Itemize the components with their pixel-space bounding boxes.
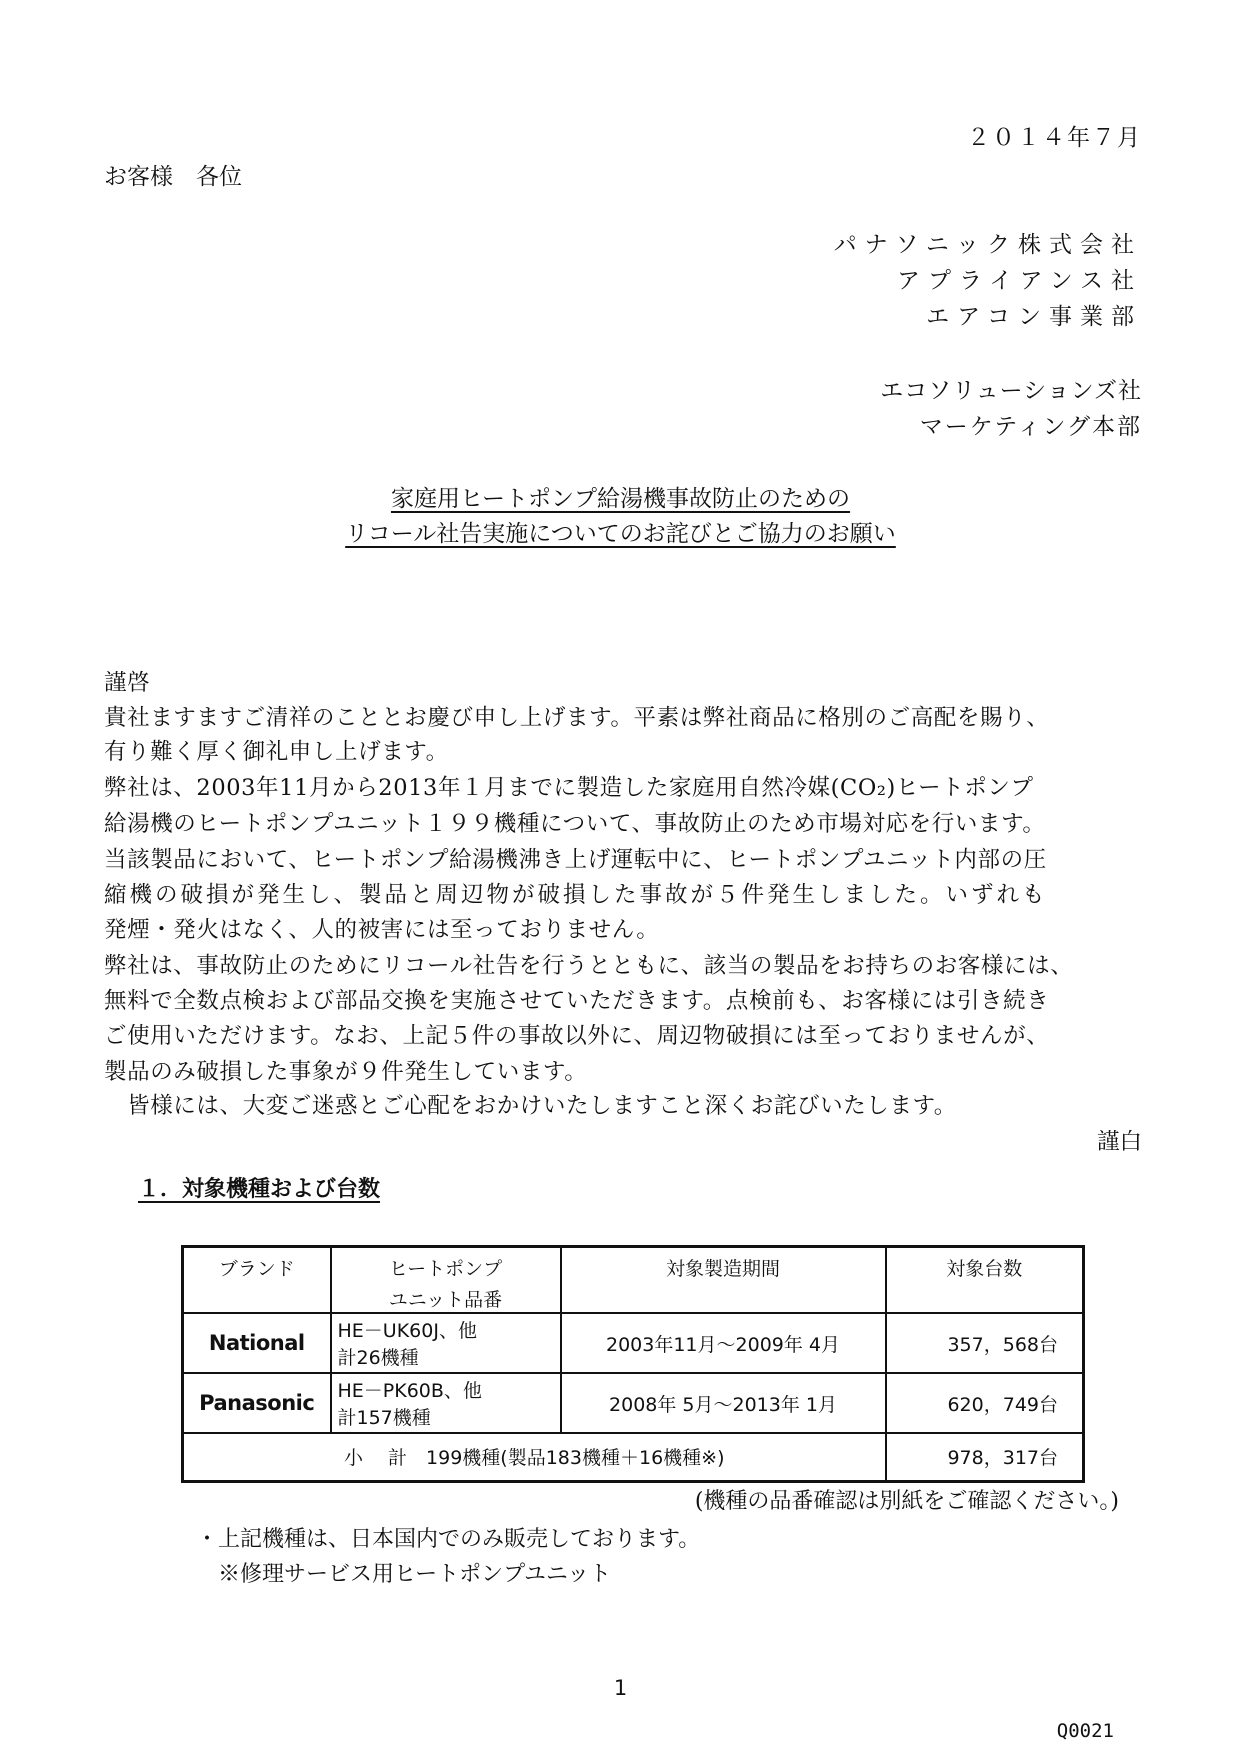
recipient: お客様 各位 (104, 164, 242, 190)
domestic-sales-note: ・上記機種は、日本国内でのみ販売しております。 (196, 1527, 701, 1552)
sender-department-2: マーケティング本部 (919, 414, 1142, 440)
body-line: 弊社は、事故防止のためにリコール社告を行うとともに、該当の製品をお持ちのお客様には、 (104, 953, 1074, 979)
target-models-table (181, 1245, 1085, 1483)
body-line: 貴社ますますご清祥のこととお慶び申し上げます。平素は弊社商品に格別のご高配を賜り、 (104, 705, 1050, 731)
period-cell: 2003年11月～2009年 4月 (561, 1313, 886, 1373)
model-cell: HE－PK60B、他 計157機種 (331, 1373, 561, 1433)
brand-national-logo: National (183, 1313, 331, 1373)
subtotal-row (183, 1433, 1084, 1481)
body-line: 無料で全数点検および部品交換を実施させていただきます。点検前も、お客様には引き続き (104, 988, 1050, 1014)
page-number: 1 (613, 1676, 628, 1700)
model-confirm-note: (機種の品番確認は別紙をご確認ください。) (694, 1489, 1119, 1514)
body-line: 給湯機のヒートポンプユニット１９９機種について、事故防止のため市場対応を行います。 (104, 811, 1046, 837)
body-line: 当該製品において、ヒートポンプ給湯機沸き上げ運転中に、ヒートポンプユニット内部の圧 (104, 847, 1047, 873)
document-id: Q0021 (1056, 1720, 1114, 1742)
sender-company: パナソニック株式会社 (833, 232, 1142, 258)
letter-title-line1: 家庭用ヒートポンプ給湯機事故防止のための (390, 486, 851, 512)
body-line: 有り難く厚く御礼申し上げます。 (104, 739, 449, 765)
letter-title-line2: リコール社告実施についてのお詫びとご協力のお願い (345, 521, 896, 547)
table-header-row (183, 1247, 1084, 1314)
header-period: 対象製造期間 (561, 1247, 886, 1314)
period-cell: 2008年 5月～2013年 1月 (561, 1373, 886, 1433)
sender-department: エアコン事業部 (926, 304, 1142, 330)
table-row (183, 1373, 1084, 1433)
body-line: 弊社は、2003年11月から2013年１月までに製造した家庭用自然冷媒(CO₂)ヒートポンプ (104, 775, 1034, 801)
section-heading: １．対象機種および台数 (138, 1177, 381, 1202)
count-cell: 357，568台 (886, 1313, 1084, 1373)
header-unit: ヒートポンプ ユニット品番 (331, 1247, 561, 1314)
closing: 謹白 (1096, 1129, 1142, 1155)
body-line: 製品のみ破損した事象が９件発生しています。 (104, 1059, 588, 1085)
letter-date: ２０１４年７月 (967, 125, 1142, 151)
greeting: 謹啓 (104, 670, 151, 696)
header-brand: ブランド (183, 1247, 331, 1314)
header-count: 対象台数 (886, 1247, 1084, 1314)
body-line: ご使用いただけます。なお、上記５件の事故以外に、周辺物破損には至っておりませんが、 (104, 1023, 1050, 1049)
model-cell: HE－UK60J、他 計26機種 (331, 1313, 561, 1373)
table-row (183, 1313, 1084, 1373)
body-line: 縮機の破損が発生し、製品と周辺物が破損した事故が５件発生しました。いずれも (104, 882, 1048, 908)
service-unit-note: ※修理サービス用ヒートポンプユニット (196, 1562, 612, 1587)
sender-company-2: エコソリューションズ社 (880, 378, 1142, 404)
brand-panasonic-logo: Panasonic (183, 1373, 331, 1433)
subtotal-label: 小 計 199機種(製品183機種＋16機種※) (183, 1433, 886, 1481)
sender-division: アプライアンス社 (896, 268, 1142, 294)
body-line: 発煙・発火はなく、人的被害には至っておりません。 (104, 917, 660, 943)
count-cell: 620，749台 (886, 1373, 1084, 1433)
body-line: 皆様には、大変ご迷惑とご心配をおかけいたしますこと深くお詫びいたします。 (104, 1093, 957, 1119)
subtotal-count: 978，317台 (886, 1433, 1084, 1481)
